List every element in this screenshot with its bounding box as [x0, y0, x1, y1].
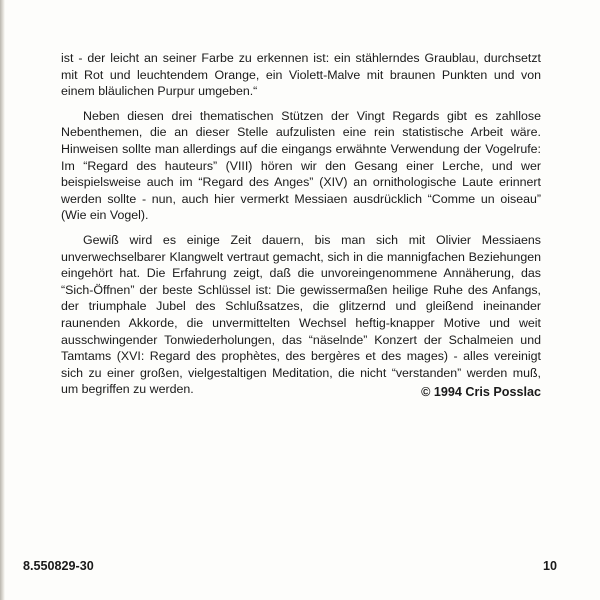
paragraph-listening: Gewiß wird es einige Zeit dauern, bis man sich mit Olivier Messiaens unverwechselbarer Klangwelt vertraut gemacht, sich in die mannigfachen Beziehungen eingehört hat. Die Erfahrung zeigt, daß die unvoreingenommene Annäherung, das “Sich-Öffnen” der beste Schlüssel ist: Die gewissermaßen heilige Ruhe des Anfangs, der triumphale Jubel des Schlußsatzes, die glitzernd und gleißend ineinander raunenden Akkorde, die unvermittelten Wechsel heftig-knapper Motive und weit ausschwingender Tonwiederholungen, das “näselnde” Konzert der Schalmeien und Tamtams (XVI: Regard des prophètes, des bergères et des mages) - alles vereinigt sich zu einer großen, vielgestaltigen Meditation, die nicht “verstanden” werden muß, um begriffen zu werden. — [61, 232, 541, 397]
paragraph-themes: Neben diesen drei thematischen Stützen der Vingt Regards gibt es zahllose Nebenthemen, die an dieser Stelle aufzulisten eine rein statistische Arbeit wäre. Hinweisen sollte man allerdings auf die eingangs erwähnte Verwendung der Vogelrufe: Im “Regard des hauteurs” (VIII) hören wir den Gesang einer Lerche, und wer beispielsweise auch im “Regard des Anges” (XIV) an ornithologische Laute erinnert werden sollte - nun, auch hier vermerkt Messiaen ausdrücklich “Comme un oiseau” (Wie ein Vogel). — [61, 108, 541, 223]
copyright-line: © 1994 Cris Posslac — [421, 385, 541, 399]
body-text — [61, 50, 541, 406]
page-number: 10 — [542, 559, 557, 573]
page-edge-shadow — [0, 0, 5, 600]
paragraph-continuation: ist - der leicht an seiner Farbe zu erkennen ist: ein stählerndes Graublau, durchsetzt mit Rot und leuchtendem Orange, ein Violett-Malve mit braunen Punkten und von einem bläulichen Purpur umgeben.“ — [61, 51, 541, 99]
catalog-number: 8.550829-30 — [23, 559, 94, 573]
